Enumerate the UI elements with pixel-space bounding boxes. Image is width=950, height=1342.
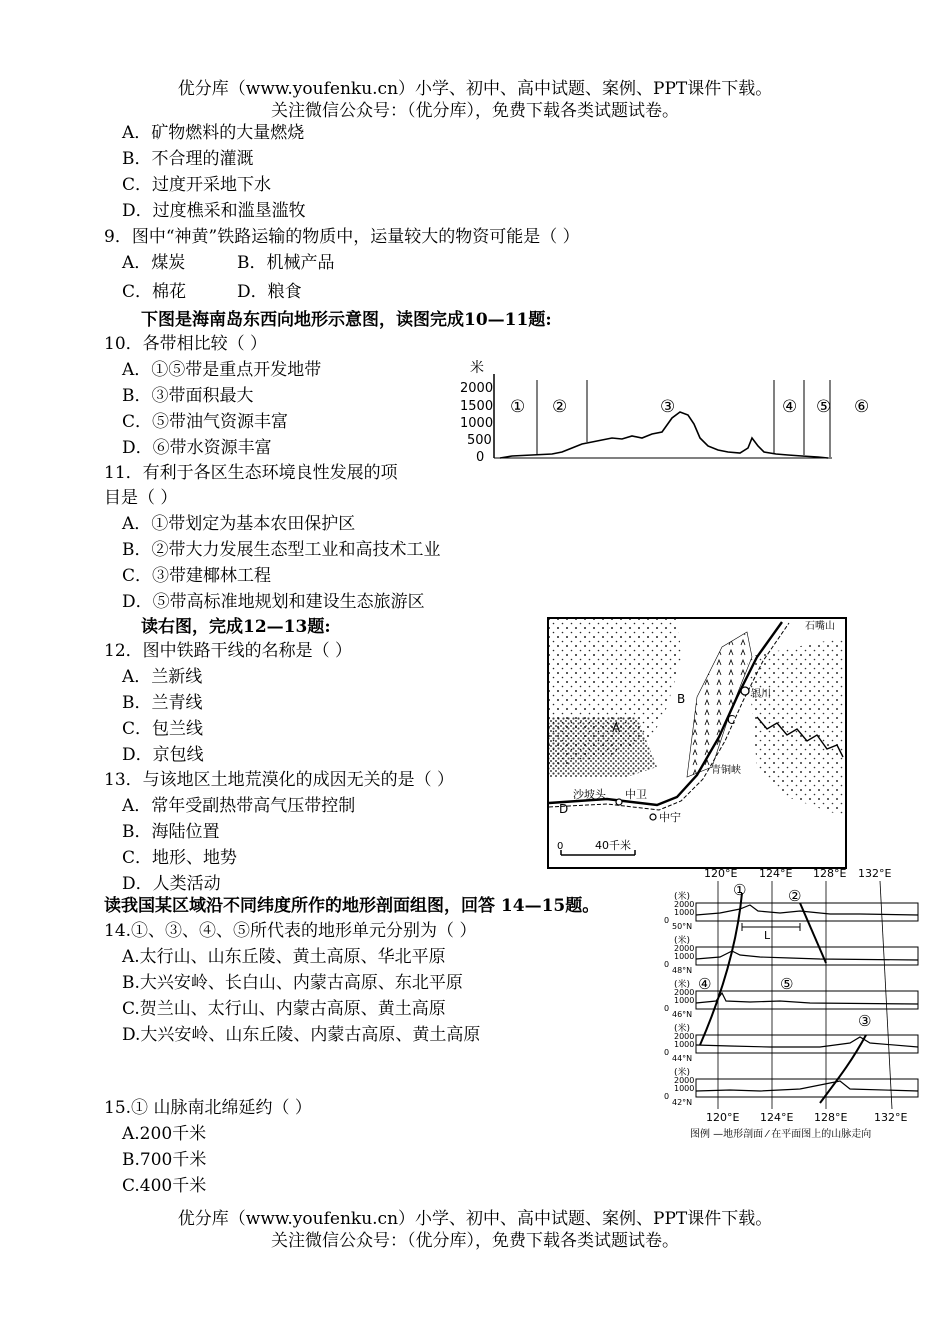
lat-46n: 46°N [672,1010,693,1019]
q11-option-b: B．②带大力发展生态型工业和高技术工业 [122,540,441,560]
q14-option-c: C.贺兰山、太行山、内蒙古高原、黄土高原 [122,999,446,1019]
mark-2: ② [788,887,802,905]
hainan-profile-figure [452,360,892,468]
bottom-lon-128: 128°E [814,1111,848,1124]
profile-tick-1500: 1500 [460,399,494,414]
mark-3: ③ [858,1012,872,1030]
profile-row-48n [664,934,918,975]
top-lon-132: 132°E [858,867,892,880]
unit-row-44n: (米) [674,1024,691,1034]
top-lon-120: 120°E [704,867,738,880]
footer-line-1: 优分库（www.youfenku.cn）小学、初中、高中试题、案例、PPT课件下载。 [177,1209,773,1229]
q13-option-a: A．常年受副热带高气压带控制 [122,796,356,816]
section-14-15-intro: 读我国某区域沿不同纬度所作的地形剖面组图，回答 14—15题。 [104,896,600,916]
q9-option-d: D．粮食 [237,282,302,302]
place-yinchuan: 银川 [751,689,771,700]
q11-option-d: D．⑤带高标准地规划和建设生态旅游区 [122,592,425,612]
q8-option-b: B．不合理的灌溉 [122,149,254,169]
q8-option-d: D．过度樵采和滥垦滥牧 [122,201,306,221]
q8-option-a: A．矿物燃料的大量燃烧 [122,123,305,143]
tick-2000-row-44n: 2000 [674,1032,695,1041]
lat-42n: 42°N [672,1098,693,1107]
range-trend-1 [700,893,742,1045]
ningxia-map-figure [547,617,847,869]
q12-stem: 12．图中铁路干线的名称是（ ） [104,641,353,661]
q15-stem: 15.① 山脉南北绵延约（ ） [104,1098,312,1118]
top-lon-128: 128°E [813,867,847,880]
q11-option-c: C．③带建椰林工程 [122,566,272,586]
unit-row-48n: (米) [674,936,691,946]
tick-2000-row-48n: 2000 [674,944,695,953]
place-qingtongxia: 青铜峡 [711,765,741,776]
q14-option-b: B.大兴安岭、长白山、内蒙古高原、东北平原 [122,973,463,993]
q15-option-a: A.200千米 [122,1124,207,1144]
q12-option-a: A．兰新线 [122,667,203,687]
terrain-row-42n [696,1081,918,1091]
zone-1-label: ① [510,397,526,417]
unit-row-42n: (米) [674,1068,691,1078]
tick-1000-row-46n: 1000 [674,996,695,1005]
zhongning-marker [650,814,656,820]
zone-4-label: ④ [782,397,798,417]
q10-option-c: C．⑤带油气资源丰富 [122,412,289,432]
scale-label: 40千米 [595,839,631,852]
q10-option-d: D．⑥带水资源丰富 [122,438,272,458]
q10-stem: 10．各带相比较（ ） [104,334,268,354]
profile-tick-2000: 2000 [460,381,494,396]
place-zhongning: 中宁 [659,811,681,824]
tick-0-row-46n: 0 [664,1004,670,1013]
q9-option-c: C．棉花 [122,282,187,302]
q15-option-c: C.400千米 [122,1176,207,1196]
length-label: L [764,929,771,942]
latitude-profile-figure [660,865,922,1143]
place-shizuishan: 石嘴山 [805,621,835,632]
profile-row-42n [664,1066,918,1107]
profile-tick-500: 500 [467,433,492,448]
bottom-lon-124: 124°E [760,1111,794,1124]
q13-option-c: C．地形、地势 [122,848,238,868]
q14-option-a: A.太行山、山东丘陵、黄土高原、华北平原 [122,947,446,967]
header-line-1: 优分库（www.youfenku.cn）小学、初中、高中试题、案例、PPT课件下载。 [177,79,773,99]
lat-44n: 44°N [672,1054,693,1063]
map-label-b: B [677,692,686,706]
q12-option-c: C．包兰线 [122,719,204,739]
tick-0-row-44n: 0 [664,1048,670,1057]
terrain-row-50n [696,905,918,915]
place-zhongwei: 中卫 [625,788,647,801]
tick-1000-row-48n: 1000 [674,952,695,961]
mark-5: ⑤ [780,975,794,993]
q14-option-d: D.大兴安岭、山东丘陵、内蒙古高原、黄土高原 [122,1025,481,1045]
q9-stem: 9．图中“神黄”铁路运输的物质中，运量较大的物资可能是（ ） [104,227,580,247]
q9-option-a: A．煤炭 [122,253,186,273]
q13-option-b: B．海陆位置 [122,822,220,842]
q9-option-b: B．机械产品 [237,253,335,273]
range-trend-3 [820,1035,866,1103]
terrain-row-46n [696,993,918,1004]
profile-tick-0: 0 [476,450,485,465]
scale-zero: 0 [557,841,564,852]
q12-option-d: D．京包线 [122,745,204,765]
terrain-row-44n [696,1037,918,1047]
map-label-a: A [612,721,621,735]
mark-1: ① [733,881,747,899]
mark-4: ④ [698,975,712,993]
band-row-46n [696,991,918,1009]
unit-row-50n: (米) [674,892,691,902]
lat-50n: 50°N [672,922,693,931]
q10-option-b: B．③带面积最大 [122,386,254,406]
zone-3-label: ③ [660,397,676,417]
bottom-lon-120: 120°E [706,1111,740,1124]
tick-2000-row-42n: 2000 [674,1076,695,1085]
place-shapotou: 沙坡头 [573,788,606,801]
zhongwei-marker [616,799,622,805]
tick-2000-row-50n: 2000 [674,900,695,909]
section-10-11-intro: 下图是海南岛东西向地形示意图，读图完成10—11题: [141,310,552,330]
tick-2000-row-46n: 2000 [674,988,695,997]
q11-stem-1: 11．有利于各区生态环境良性发展的项 [104,463,398,483]
tick-1000-row-50n: 1000 [674,908,695,917]
header-line-2: 关注微信公众号：（优分库），免费下载各类试题试卷。 [271,101,679,121]
tick-0-row-48n: 0 [664,960,670,969]
q12-option-b: B．兰青线 [122,693,203,713]
q13-stem: 13．与该地区土地荒漠化的成因无关的是（ ） [104,770,455,790]
map-label-c: C [727,713,736,727]
q11-stem-2: 目是（ ） [104,488,178,508]
map-label-d: D [559,802,569,816]
q14-stem: 14.①、③、④、⑤所代表的地形单元分别为（ ） [104,921,477,941]
tick-0-row-42n: 0 [664,1092,670,1101]
bottom-lon-132: 132°E [874,1111,908,1124]
profile-legend: 图例 —地形剖面 ⁄ 在平面图上的山脉走向 [690,1129,872,1140]
lat-48n: 48°N [672,966,693,975]
q15-option-b: B.700千米 [122,1150,207,1170]
q10-option-a: A．①⑤带是重点开发地带 [122,360,322,380]
unit-row-46n: (米) [674,980,691,990]
zone-6-label: ⑥ [854,397,870,417]
q13-option-d: D．人类活动 [122,874,221,894]
profile-unit: 米 [470,360,484,376]
q11-option-a: A．①带划定为基本农田保护区 [122,514,356,534]
top-lon-124: 124°E [759,867,793,880]
tick-0-row-50n: 0 [664,916,670,925]
profile-terrain [500,412,828,458]
profile-tick-1000: 1000 [460,416,494,431]
tick-1000-row-42n: 1000 [674,1084,695,1093]
yinchuan-marker [741,687,749,695]
meridian-132 [880,881,892,1109]
footer-line-2: 关注微信公众号：（优分库），免费下载各类试题试卷。 [271,1231,679,1251]
section-12-13-intro: 读右图，完成12—13题: [141,617,331,637]
zone-2-label: ② [552,397,568,417]
q8-option-c: C．过度开采地下水 [122,175,272,195]
zone-5-label: ⑤ [816,397,832,417]
tick-1000-row-44n: 1000 [674,1040,695,1049]
